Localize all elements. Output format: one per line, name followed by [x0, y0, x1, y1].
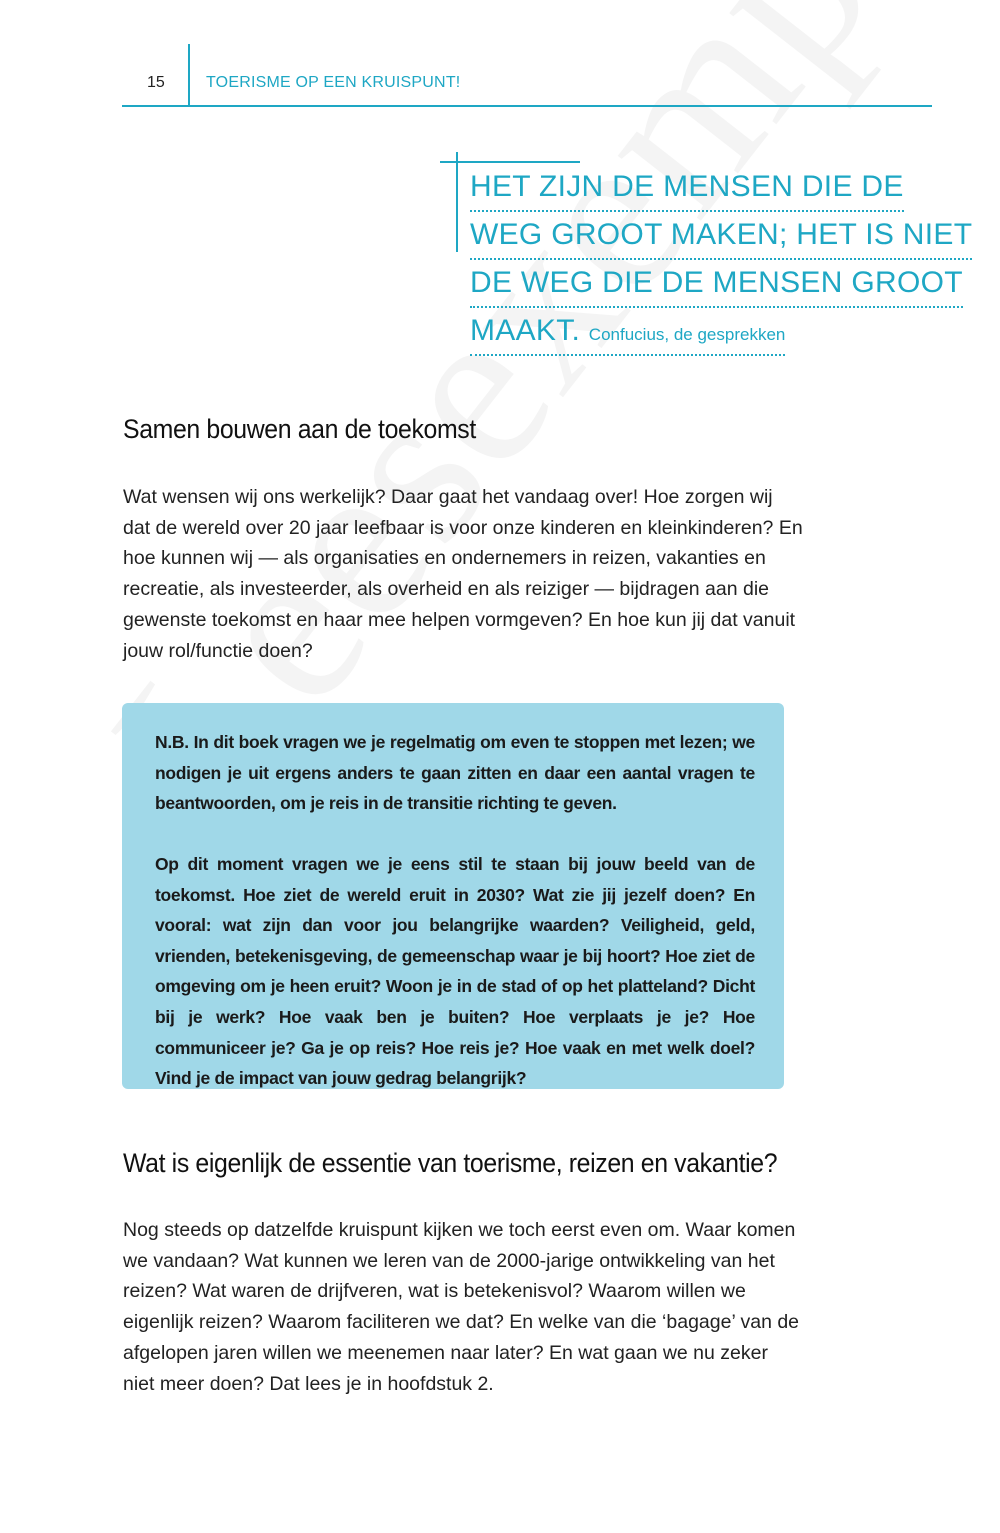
nb-paragraph-1: N.B. In dit boek vragen we je regelmatig om even te stoppen met lezen; we nodigen je uit ergens anders te gaan zitten en daar een aantal vragen te beantwoorden, om je reis in de transitie richting te geven.: [155, 732, 755, 814]
quote-mark-vertical: [456, 152, 458, 252]
section-paragraph-samen-bouwen: Wat wensen wij ons werkelijk? Daar gaat het vandaag over! Hoe zorgen wij dat de wereld over 20 jaar leefbaar is voor onze kinderen en kleinkinderen? En hoe kunnen wij — als organisaties en ondernemers in reizen, vakanties en recreatie, als investeerder, als overheid en als reiziger — bijdragen aan die gewenste toekomst en haar mee helpen vormgeven? En hoe kun jij dat vanuit jouw rol/functie doen?: [123, 486, 803, 662]
quote-line: HET ZIJN DE MENSEN DIE DE: [470, 164, 904, 212]
header-divider-horizontal: [122, 105, 932, 107]
section-heading-samen-bouwen: Samen bouwen aan de toekomst: [123, 414, 476, 444]
section-heading-essentie: Wat is eigenlijk de essentie van toerisme, reizen en vakantie?: [123, 1148, 778, 1178]
page-number: 15: [147, 74, 165, 91]
pull-quote: [470, 164, 973, 356]
quote-line: DE WEG DIE DE MENSEN GROOT: [470, 260, 963, 308]
quote-line: MAAKT.: [470, 314, 581, 347]
quote-source: Confucius, de gesprekken: [588, 325, 786, 344]
quote-last-line: [470, 308, 785, 356]
header-divider-vertical: [188, 44, 190, 106]
running-title: TOERISME OP EEN KRUISPUNT!: [206, 74, 461, 91]
quote-mark-horizontal: [440, 161, 580, 163]
section-paragraph-essentie: Nog steeds op datzelfde kruispunt kijken we toch eerst even om. Waar komen we vandaan? Wat kunnen we leren van de 2000-jarige ontwikkeling van het reizen? Wat waren de drijfveren, wat is betekenisvol? Waarom willen we eigenlijk reizen? Waarom faciliteren we dat? En welke van die ‘bagage’ van de afgelopen jaren willen we meenemen naar later? En wat gaan we nu zeker niet meer doen? Dat lees je in hoofdstuk 2.: [123, 1219, 800, 1395]
quote-line: WEG GROOT MAKEN; HET IS NIET: [470, 212, 972, 260]
nb-paragraph-2: Op dit moment vragen we je eens stil te staan bij jouw beeld van de toekomst. Hoe ziet de wereld eruit in 2030? Wat zie jij jezelf doen? En vooral: wat zijn dan voor jou belangrijke waarden? Veiligheid, geld, vrienden, betekenisgeving, de gemeenschap waar je bij hoort? Hoe ziet de omgeving om je heen eruit? Woon je in de stad of op het platteland? Dicht bij je werk? Hoe vaak ben je buiten? Hoe verplaats je je? Hoe communiceer je? Ga je op reis? Hoe reis je? Hoe vaak en met welk doel? Vind je de impact van jouw gedrag belangrijk?: [155, 854, 755, 1089]
